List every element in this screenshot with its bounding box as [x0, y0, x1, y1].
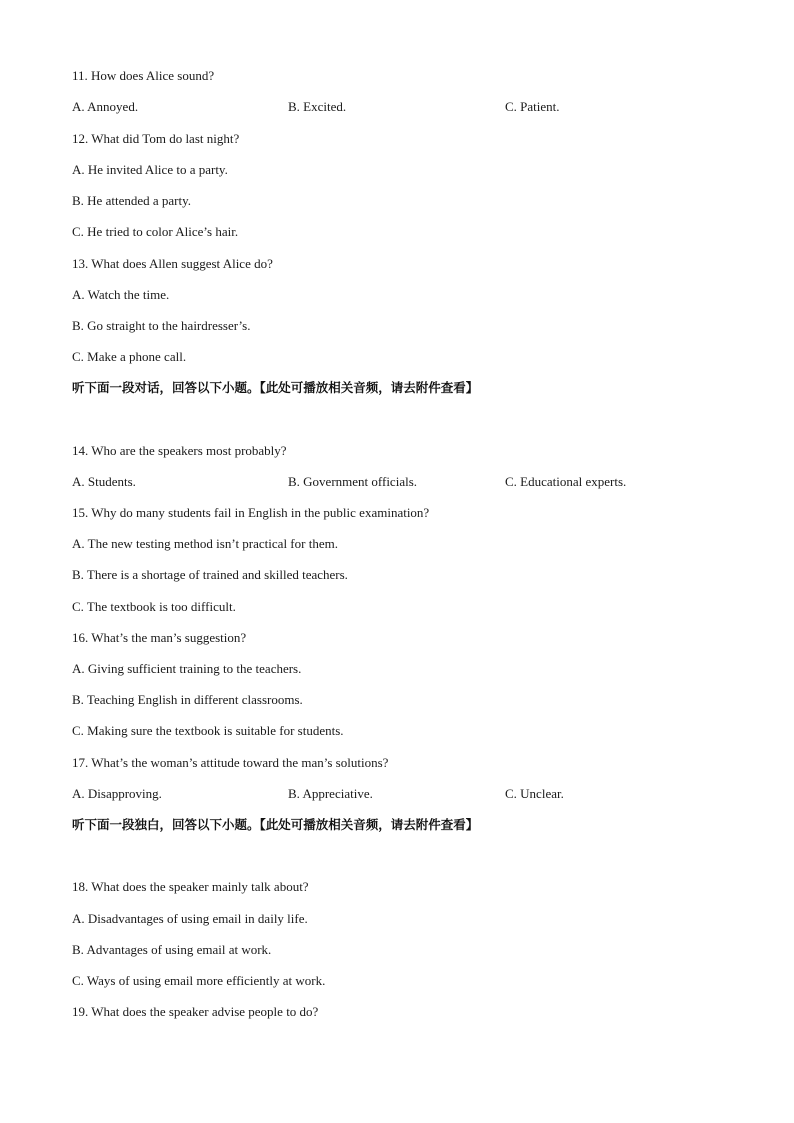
question-19-stem: 19. What does the speaker advise people to do?	[72, 1004, 319, 1019]
section-instruction-monologue: 听下面一段独白，回答以下小题。【此处可播放相关音频，请去附件查看】	[72, 817, 479, 832]
question-11-option-c: C. Patient.	[505, 99, 560, 114]
question-13-option-b: B. Go straight to the hairdresser’s.	[72, 318, 251, 333]
question-16-option-a: A. Giving sufficient training to the teachers.	[72, 661, 302, 676]
question-18-option-a: A. Disadvantages of using email in daily life.	[72, 911, 308, 926]
question-11-stem: 11. How does Alice sound?	[72, 68, 215, 83]
question-13-option-a: A. Watch the time.	[72, 287, 170, 302]
question-12-option-b: B. He attended a party.	[72, 193, 191, 208]
question-17-option-b: B. Appreciative.	[288, 786, 373, 801]
question-17-option-a: A. Disapproving.	[72, 786, 162, 801]
section-instruction-dialogue: 听下面一段对话，回答以下小题。【此处可播放相关音频，请去附件查看】	[72, 380, 479, 395]
question-15-option-c: C. The textbook is too difficult.	[72, 599, 236, 614]
question-13-stem: 13. What does Allen suggest Alice do?	[72, 256, 273, 271]
question-17-option-c: C. Unclear.	[505, 786, 564, 801]
question-14-option-c: C. Educational experts.	[505, 474, 627, 489]
question-15-option-b: B. There is a shortage of trained and skilled teachers.	[72, 567, 348, 582]
question-14-option-a: A. Students.	[72, 474, 136, 489]
question-18-stem: 18. What does the speaker mainly talk about?	[72, 879, 309, 894]
question-16-stem: 16. What’s the man’s suggestion?	[72, 630, 247, 645]
question-11-option-b: B. Excited.	[288, 99, 347, 114]
question-12-option-a: A. He invited Alice to a party.	[72, 162, 228, 177]
question-15-option-a: A. The new testing method isn’t practical for them.	[72, 536, 338, 551]
question-18-option-c: C. Ways of using email more efficiently at work.	[72, 973, 326, 988]
question-17-stem: 17. What’s the woman’s attitude toward the man’s solutions?	[72, 755, 389, 770]
question-18-option-b: B. Advantages of using email at work.	[72, 942, 272, 957]
question-12-option-c: C. He tried to color Alice’s hair.	[72, 224, 239, 239]
question-16-option-b: B. Teaching English in different classrooms.	[72, 692, 303, 707]
question-14-option-b: B. Government officials.	[288, 474, 418, 489]
question-11-option-a: A. Annoyed.	[72, 99, 139, 114]
question-13-option-c: C. Make a phone call.	[72, 349, 187, 364]
question-16-option-c: C. Making sure the textbook is suitable for students.	[72, 723, 344, 738]
question-12-stem: 12. What did Tom do last night?	[72, 131, 240, 146]
question-15-stem: 15. Why do many students fail in English in the public examination?	[72, 505, 430, 520]
question-14-stem: 14. Who are the speakers most probably?	[72, 443, 287, 458]
